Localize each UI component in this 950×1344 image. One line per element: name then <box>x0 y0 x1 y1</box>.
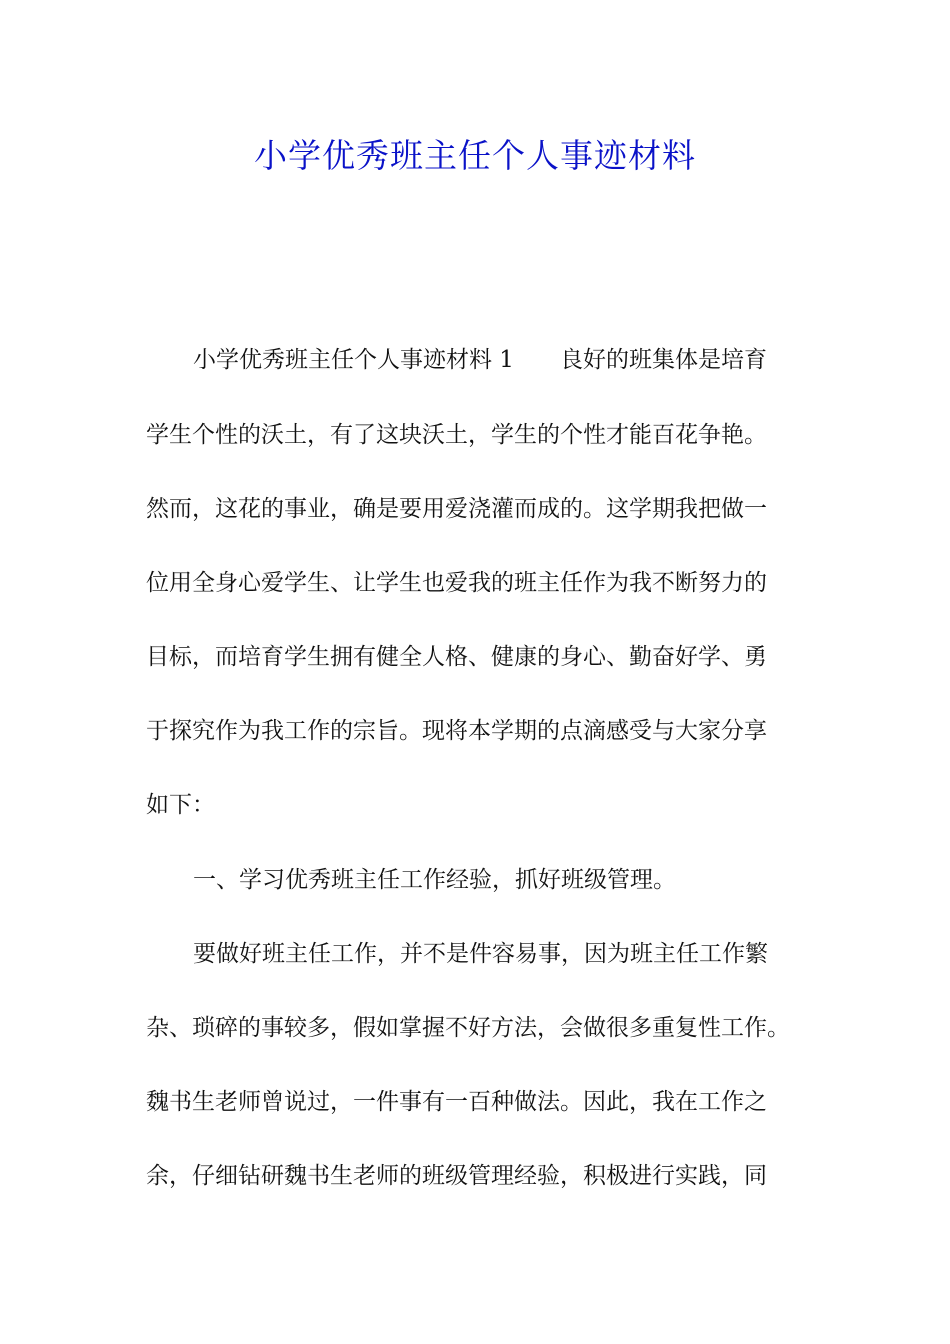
paragraph-line: 如下： <box>146 792 215 818</box>
paragraph-line: 于探究作为我工作的宗旨。现将本学期的点滴感受与大家分享 <box>146 718 767 744</box>
section-heading-inline: 小学优秀班主任个人事迹材料 1 <box>193 347 514 373</box>
line-text: 良好的班集体是培育 <box>559 347 767 373</box>
paragraph-line: 目标，而培育学生拥有健全人格、健康的身心、勤奋好学、勇 <box>146 644 767 670</box>
document-title: 小学优秀班主任个人事迹材料 <box>254 136 696 175</box>
paragraph-line: 魏书生老师曾说过，一件事有一百种做法。因此，我在工作之 <box>146 1089 767 1115</box>
paragraph-line: 学生个性的沃土，有了这块沃土，学生的个性才能百花争艳。 <box>146 422 767 448</box>
paragraph-line: 要做好班主任工作，并不是件容易事，因为班主任工作繁 <box>193 941 768 967</box>
paragraph-line: 杂、琐碎的事较多，假如掌握不好方法，会做很多重复性工作。 <box>146 1015 790 1041</box>
paragraph-line: 位用全身心爱学生、让学生也爱我的班主任作为我不断努力的 <box>146 570 767 596</box>
paragraph-line: 然而，这花的事业，确是要用爱浇灌而成的。这学期我把做一 <box>146 496 767 522</box>
paragraph-line: 余，仔细钻研魏书生老师的班级管理经验，积极进行实践，同 <box>146 1163 767 1189</box>
section-heading: 一、学习优秀班主任工作经验，抓好班级管理。 <box>193 867 676 893</box>
paragraph-line <box>193 345 826 375</box>
